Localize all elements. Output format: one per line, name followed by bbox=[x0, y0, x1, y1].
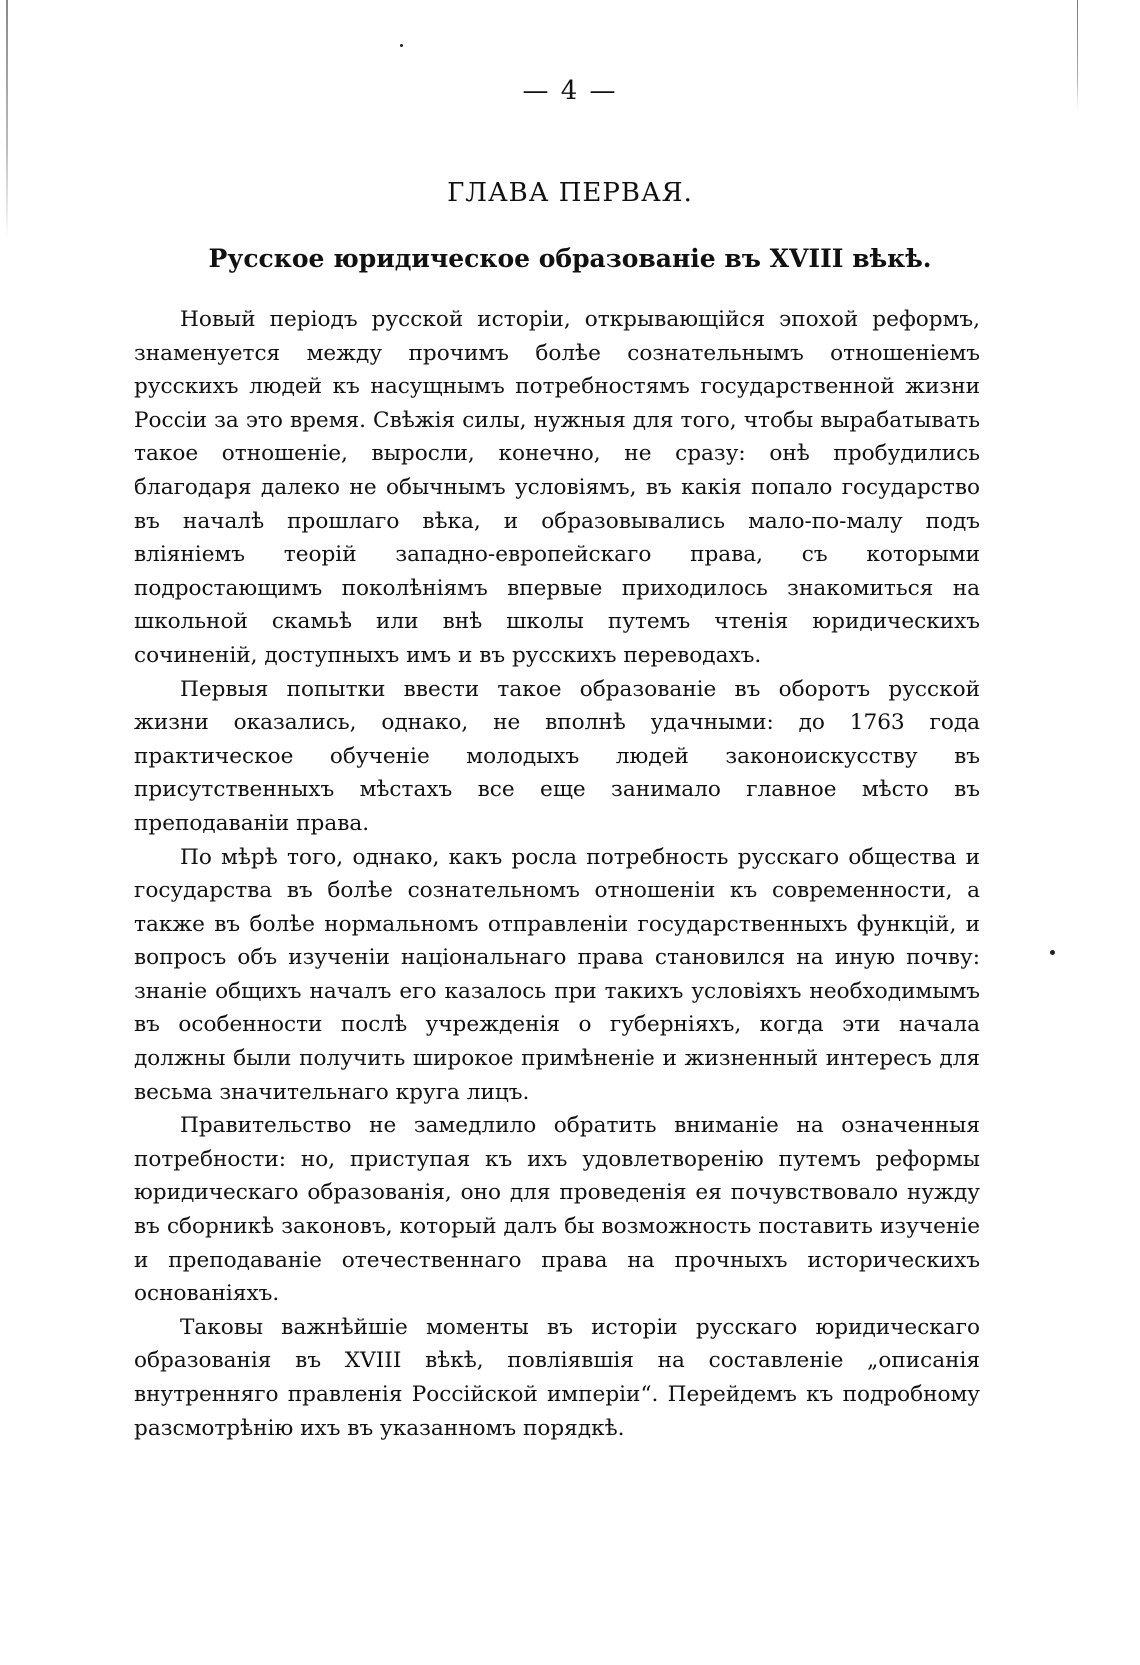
paragraph: Новый періодъ русской исторіи, открывающійся эпохой реформъ, знаменуется между прочимъ болѣе сознательнымъ отношеніемъ русскихъ людей къ насущнымъ потребностямъ государственной жизни Россіи за это время. Свѣжія силы, нужныя для того, чтобы вырабатывать такое отношеніе, выросли, конечно, не сразу: онѣ пробудились благодаря далеко не обычнымъ условіямъ, въ какія попало государство въ началѣ прошлаго вѣка, и образовывались мало-по-малу подъ вліяніемъ теорій западно-европейскаго права, съ которыми подростающимъ поколѣніямъ впервые приходилось знакомиться на школьной скамьѣ или внѣ школы путемъ чтенія юридическихъ сочиненій, доступныхъ имъ и въ русскихъ переводахъ. bbox=[134, 307, 980, 668]
body-text bbox=[134, 303, 980, 1445]
chapter-heading: ГЛАВА ПЕРВАЯ. bbox=[447, 178, 693, 208]
chapter-title: Русское юридическое образованіе въ XVIII вѣкѣ. bbox=[208, 244, 932, 273]
paragraph: Первыя попытки ввести такое образованіе въ оборотъ русской жизни оказались, однако, не вполнѣ удачными: до 1763 года практическое обученіе молодыхъ людей законоискусству въ присутственныхъ мѣстахъ все еще занимало главное мѣсто въ преподаваніи права. bbox=[134, 676, 980, 836]
paragraph: Таковы важнѣйшіе моменты въ исторіи русскаго юридическаго образованія въ XVIII вѣкѣ, повліявшія на составленіе „описанія внутренняго правленія Россійской имперіи“. Перейдемъ къ подробному разсмотрѣнію ихъ въ указанномъ порядкѣ. bbox=[134, 1314, 980, 1441]
page-number: — 4 — bbox=[522, 76, 618, 106]
scan-speck bbox=[400, 44, 403, 47]
paragraph: Правительство не замедлило обратить вниманіе на означенныя потребности: но, приступая къ ихъ удовлетворенію путемъ реформы юридическаго образованія, оно для проведенія ея почувствовало нужду въ сборникѣ законовъ, который далъ бы возможность поставить изученіе и преподаваніе отечественнаго права на прочныхъ историческихъ основаніяхъ. bbox=[134, 1113, 980, 1307]
paragraph: По мѣрѣ того, однако, какъ росла потребность русскаго общества и государства въ болѣе сознательномъ отношеніи къ современности, а также въ болѣе нормальномъ отправленіи государственныхъ функцій, и вопросъ объ изученіи національнаго права становился на иную почву: знаніе общихъ началъ его казалось при такихъ условіяхъ необходимымъ въ особенности послѣ учрежденія о губерніяхъ, когда эти начала должны были получить широкое примѣненіе и жизненный интересъ для весьма значительнаго круга лицъ. bbox=[134, 844, 980, 1105]
scan-speck bbox=[1050, 950, 1055, 955]
